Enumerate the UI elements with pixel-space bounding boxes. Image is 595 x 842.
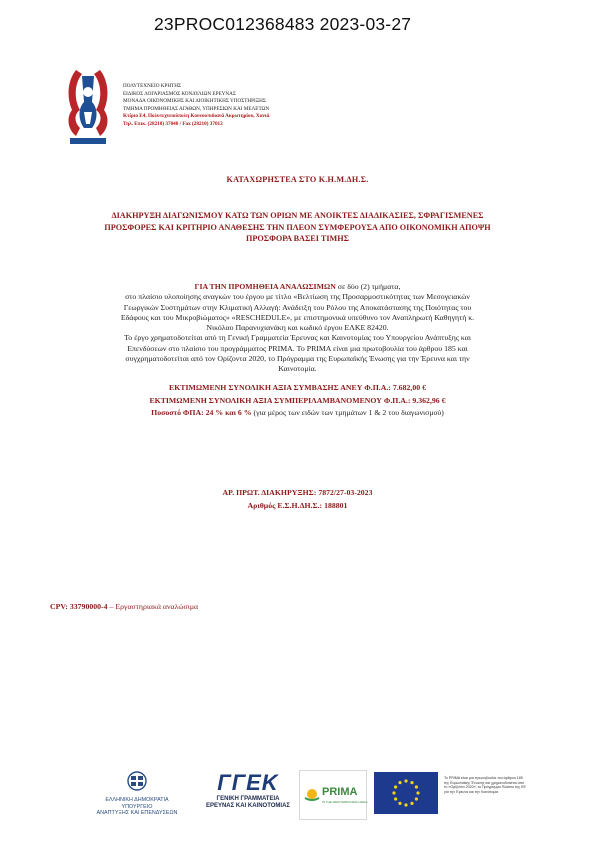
cpv-line bbox=[50, 602, 198, 611]
prima-subtitle: IN THE MEDITERRANEAN AREA bbox=[322, 800, 368, 804]
org-line: ΕΙΔΙΚΟΣ ΛΟΓΑΡΙΑΣΜΟΣ ΚΟΝΔΥΛΙΩΝ ΕΡΕΥΝΑΣ bbox=[123, 90, 236, 97]
ministry-line: ΥΠΟΥΡΓΕΙΟ bbox=[121, 803, 153, 810]
body-line: Εδάφους και του Μικροβιώματος» «RESCHEDULE», με επιστημονικά υπεύθυνο τον Αναπληρωτή Καθηγητή κ. bbox=[120, 312, 475, 322]
body-line: Γεωργικών Συστημάτων στην Κλιματική Αλλαγή: Ανάδειξη του Ρόλου της Αποκατάστασης της Ποιότητας του bbox=[123, 302, 472, 312]
org-line: ΠΟΛΥΤΕΧΝΕΙΟ ΚΡΗΤΗΣ bbox=[123, 83, 182, 89]
ministry-logo bbox=[78, 770, 196, 820]
gsri-mark: ΓΓΕΚ bbox=[217, 770, 279, 795]
organization-header bbox=[123, 83, 269, 129]
document-stamp: 23PROC012368483 2023-03-27 bbox=[154, 14, 412, 34]
value-with-vat: ΕΚΤΙΜΩΜΕΝΗ ΣΥΝΟΛΙΚΗ ΑΞΙΑ ΣΥΜΠΕΡΙΛΑΜΒΑΝΟΜΕΝΟΥ Φ.Π.Α.: 9.362,96 € bbox=[149, 395, 446, 405]
ministry-line: ΑΝΑΠΤΥΞΗΣ ΚΑΙ ΕΠΕΝΔΥΣΕΩΝ bbox=[96, 810, 178, 817]
body-line: Καινοτομία. bbox=[278, 364, 317, 374]
tender-heading bbox=[0, 210, 595, 245]
protocol-number: ΑΡ. ΠΡΩΤ. ΔΙΑΚΗΡΥΞΗΣ: 7872/27-03-2023 bbox=[222, 488, 373, 497]
body-line: Επενδύσεων στο πλαίσιο του προγράμματος PRIMA. Το PRIMA είναι μια πρωτοβουλία του άρθρου 185 και bbox=[127, 343, 468, 353]
cpv-description: – Εργαστηριακά αναλώσιμα bbox=[107, 602, 199, 611]
cpv-code: CPV: 33790000-4 bbox=[50, 602, 108, 611]
body-line: Το έργο χρηματοδοτείται από τη Γενική Γραμματεία Έρευνας και Καινοτομίας του Υπουργείου Ανάπτυξης και bbox=[124, 333, 471, 343]
funding-logos bbox=[78, 770, 528, 820]
prima-mark: PRIMA bbox=[322, 786, 358, 798]
heading-line: ΠΡΟΣΦΟΡΕΣ ΚΑΙ ΚΡΙΤΗΡΙΟ ΑΝΑΘΕΣΗΣ ΤΗΝ ΠΛΕΟΝ ΣΥΜΦΕΡΟΥΣΑ ΑΠΟ ΟΙΚΟΝΟΜΙΚΗ ΑΠΟΨΗ bbox=[104, 222, 491, 232]
subject-line bbox=[70, 282, 525, 292]
eshdis-number: Αριθμός Ε.Σ.Η.ΔΗ.Σ.: 188801 bbox=[247, 500, 348, 510]
vat-rate: Ποσοστό ΦΠΑ: 24 % και 6 % bbox=[151, 408, 254, 417]
subject-bold: ΓΙΑ ΤΗΝ ΠΡΟΜΗΘΕΙΑ ΑΝΑΛΩΣΙΜΩΝ bbox=[194, 282, 336, 291]
gsri-line: ΕΡΕΥΝΑΣ ΚΑΙ ΚΑΙΝΟΤΟΜΙΑΣ bbox=[205, 803, 291, 809]
eu-funding-text: Το PRIMA είναι μια πρωτοβουλία του άρθρου 185 της Ευρωπαϊκής Ένωσης και χρηματοδοτείται από το «Ορίζοντα 2020», το Πρόγραμμα Πλαίσιο της ΕΕ για την Έρευνα και την Καινοτομία bbox=[444, 776, 526, 794]
subject-rest: σε δύο (2) τμήματα, bbox=[335, 282, 401, 291]
gsri-logo bbox=[202, 770, 294, 820]
body-line: Νικόλαο Παρανυχιανάκη και κωδικό έργου ΕΛΚΕ 82420. bbox=[206, 323, 389, 333]
value-without-vat: ΕΚΤΙΜΩΜΕΝΗ ΣΥΝΟΛΙΚΗ ΑΞΙΑ ΣΥΜΒΑΣΗΣ ΑΝΕΥ Φ.Π.Α.: 7.682,00 € bbox=[169, 383, 426, 392]
prima-logo bbox=[299, 770, 367, 820]
vat-rate-line bbox=[0, 407, 595, 420]
tuc-logo bbox=[62, 66, 114, 148]
heading-line: ΠΡΟΣΦΟΡΑ ΒΑΣΕΙ ΤΙΜΗΣ bbox=[246, 234, 349, 243]
sun-icon bbox=[303, 785, 321, 803]
org-line: Τηλ. Επικ. (28210) 37040 / Fax (28210) 37012 bbox=[123, 120, 223, 127]
eu-flag-logo bbox=[374, 770, 438, 820]
org-line: ΜΟΝΑΔΑ ΟΙΚΟΝΟΜΙΚΗΣ ΚΑΙ ΔΙΟΙΚΗΤΙΚΗΣ ΥΠΟΣΤΗΡΙΞΗΣ bbox=[123, 98, 266, 105]
greek-emblem-icon bbox=[78, 770, 196, 792]
protocol-info bbox=[0, 487, 595, 512]
ministry-line: ΕΛΛΗΝΙΚΗ ΔΗΜΟΚΡΑΤΙΑ bbox=[105, 797, 169, 803]
eu-flag-icon bbox=[374, 770, 438, 816]
heading-line: ΔΙΑΚΗΡΥΞΗ ΔΙΑΓΩΝΙΣΜΟΥ ΚΑΤΩ ΤΩΝ ΟΡΙΩΝ ΜΕ ΑΝΟΙΚΤΕΣ ΔΙΑΔΙΚΑΣΙΕΣ, ΣΦΡΑΓΙΣΜΕΝΕΣ bbox=[111, 211, 484, 220]
body-line: συγχρηματοδοτείται από τον Ορίζοντα 2020, το Πρόγραμμα της Ευρωπαϊκής Ένωσης για την Έρευνα και την bbox=[125, 354, 470, 364]
register-title: ΚΑΤΑΧΩΡΗΣΤΕΑ ΣΤΟ Κ.Η.Μ.ΔΗ.Σ. bbox=[226, 175, 369, 184]
gsri-line: ΓΕΝΙΚΗ ΓΡΑΜΜΑΤΕΙΑ bbox=[216, 796, 280, 802]
vat-note: (για μέρος των ειδών των τμημάτων 1 & 2 του διαγωνισμού) bbox=[253, 408, 444, 417]
org-line: ΤΜΗΜΑ ΠΡΟΜΗΘΕΙΑΣ ΑΓΑΘΩΝ, ΥΠΗΡΕΣΙΩΝ ΚΑΙ ΜΕΛΕΤΩΝ bbox=[123, 105, 270, 112]
body-line: στο πλαίσιο υλοποίησης αναγκών του έργου με τίτλο «Βελτίωση της Προσαρμοστικότητας των Μεσογειακών bbox=[125, 292, 470, 302]
org-line: Κτίριο Ε4, Πολυτεχνειούπολη Κουνουπιδιανά Ακρωτηρίου, Χανιά bbox=[123, 113, 270, 120]
tender-description bbox=[70, 282, 525, 375]
estimated-values bbox=[0, 382, 595, 420]
